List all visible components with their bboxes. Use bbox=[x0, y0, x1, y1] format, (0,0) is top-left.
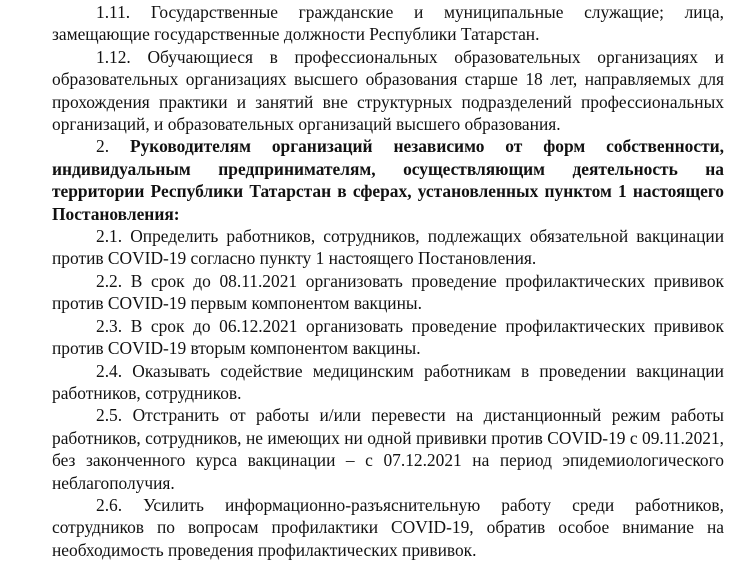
paragraph-number: 2.3. bbox=[96, 315, 123, 336]
paragraph-text: Обучающиеся в профессиональных образовательных организациях и образовательных организациях высшего образования старше 18 лет, направляемых для прохождения практики и занятий вне структурных подразделений профессиональных организаций, и образовательных организаций высшего образования. bbox=[52, 46, 724, 135]
paragraph-number: 2.5. bbox=[96, 405, 123, 426]
document-body bbox=[52, 1, 724, 561]
paragraph-2-6 bbox=[52, 494, 724, 561]
paragraph-1-12 bbox=[52, 46, 724, 136]
paragraph-2-5 bbox=[52, 404, 724, 494]
paragraph-text: Отстранить от работы и/или перевести на дистанционный режим работы работников, сотрудников, не имеющих ни одной прививки против COVID-19 с 09.11.2021, без законченного курса вакцинации – с 07.12.2021 на период эпидемиологического неблагополучия. bbox=[52, 405, 724, 493]
paragraph-text: Оказывать содействие медицинским работникам в проведении вакцинации работников, сотрудников. bbox=[52, 360, 724, 403]
paragraph-2-4 bbox=[52, 360, 724, 405]
paragraph-number: 1.12. bbox=[96, 46, 131, 67]
paragraph-2-3 bbox=[52, 315, 724, 360]
paragraph-text: Усилить информационно-разъяснительную работу среди работников, сотрудников по вопросам профилактики COVID-19, обратив особое внимание на необходимость проведения профилактических прививок. bbox=[52, 494, 724, 560]
paragraph-text: Руководителям организаций независимо от форм собственности, индивидуальным предпринимателям, осуществляющим деятельность на территории Республики Татарстан в сферах, установленных пунктом 1 настоящего Постановления: bbox=[52, 136, 724, 224]
paragraph-number: 1.11. bbox=[96, 2, 131, 22]
paragraph-2-1 bbox=[52, 225, 724, 270]
paragraph-number: 2.2. bbox=[96, 270, 123, 291]
paragraph-number: 2.1. bbox=[96, 226, 123, 247]
paragraph-number: 2. bbox=[96, 136, 110, 157]
paragraph-2-2 bbox=[52, 270, 724, 315]
paragraph-number: 2.6. bbox=[96, 494, 123, 515]
paragraph-text: В срок до 08.11.2021 организовать проведение профилактических прививок против COVID-19 первым компонентом вакцины. bbox=[52, 270, 724, 314]
paragraph-text: Определить работников, сотрудников, подлежащих обязательной вакцинации против COVID-19 согласно пункту 1 настоящего Постановления. bbox=[52, 226, 724, 269]
paragraph-number: 2.4. bbox=[96, 360, 123, 381]
paragraph-2 bbox=[52, 135, 724, 225]
paragraph-1-11 bbox=[52, 1, 724, 46]
paragraph-text: Государственные гражданские и муниципальные служащие; лица, замещающие государственные должности Республики Татарстан. bbox=[52, 2, 724, 45]
paragraph-text: В срок до 06.12.2021 организовать проведение профилактических прививок против COVID-19 вторым компонентом вакцины. bbox=[52, 315, 724, 359]
